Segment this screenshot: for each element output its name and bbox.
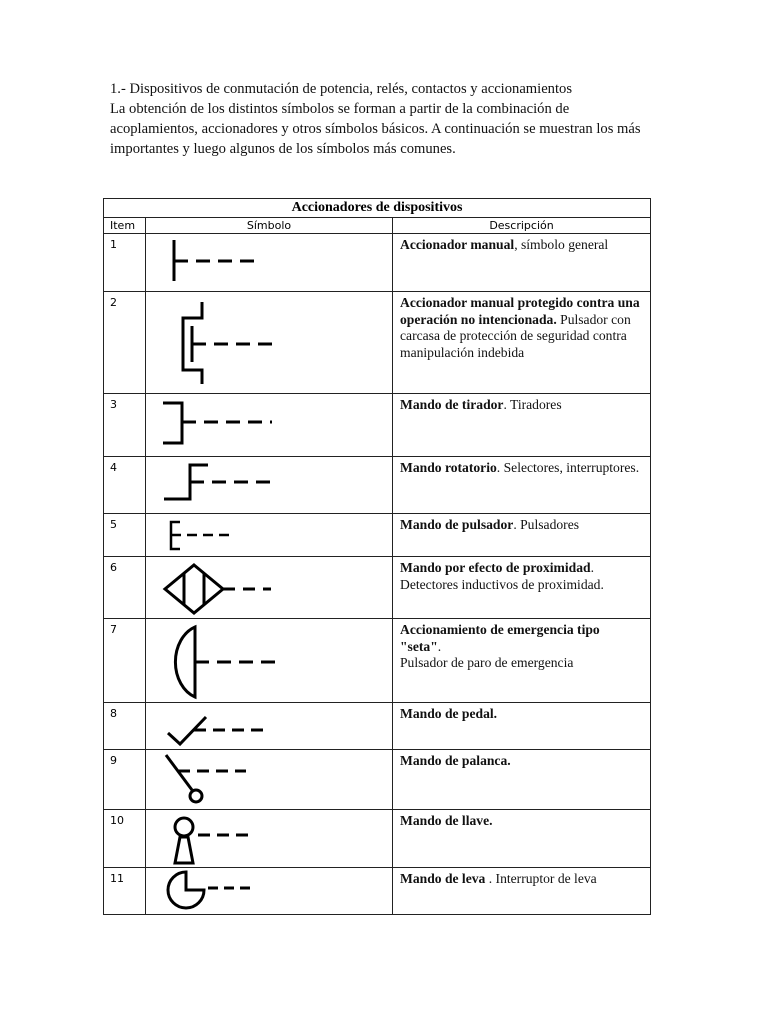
rotary-actuator-icon bbox=[146, 457, 392, 513]
section-heading: 1.- Dispositivos de conmutación de potencia, relés, contactos y accionamientos bbox=[110, 81, 573, 97]
table-row bbox=[104, 703, 651, 750]
row-description: Mando rotatorio. Selectores, interruptores. bbox=[393, 457, 651, 514]
row-item-number: 3 bbox=[104, 394, 146, 457]
row-description: Accionador manual protegido contra una operación no intencionada. Pulsador con carcasa de protección de seguridad contra manipulación indebida bbox=[393, 292, 651, 394]
pull-actuator-icon bbox=[146, 394, 392, 456]
table-title: Accionadores de dispositivos bbox=[104, 199, 651, 218]
row-item-number: 9 bbox=[104, 750, 146, 810]
intro-paragraph: La obtención de los distintos símbolos se forman a partir de la combinación de acoplamientos, accionadores y otros símbolos básicos. A continuación se muestran los más importantes y luego algunos de los símbolos más comunes. bbox=[110, 101, 641, 157]
row-item-number: 6 bbox=[104, 557, 146, 619]
table-row bbox=[104, 750, 651, 810]
row-item-number: 1 bbox=[104, 234, 146, 292]
table-row bbox=[104, 557, 651, 619]
table-row bbox=[104, 514, 651, 557]
header-description: Descripción bbox=[393, 218, 651, 234]
protected-manual-actuator-icon bbox=[146, 292, 392, 392]
intro-text bbox=[110, 79, 658, 159]
emergency-mushroom-icon bbox=[146, 619, 392, 702]
header-symbol: Símbolo bbox=[146, 218, 393, 234]
row-description: Mando de pedal. bbox=[393, 703, 651, 750]
row-item-number: 10 bbox=[104, 810, 146, 868]
key-actuator-icon bbox=[146, 810, 392, 867]
row-description: Accionamiento de emergencia tipo "seta". Pulsador de paro de emergencia bbox=[393, 619, 651, 703]
pedal-actuator-icon bbox=[146, 703, 392, 749]
row-description: Mando de pulsador. Pulsadores bbox=[393, 514, 651, 557]
cam-actuator-icon bbox=[146, 868, 392, 914]
table-row bbox=[104, 292, 651, 394]
row-item-number: 5 bbox=[104, 514, 146, 557]
table-row bbox=[104, 457, 651, 514]
row-item-number: 7 bbox=[104, 619, 146, 703]
row-description: Mando de palanca. bbox=[393, 750, 651, 810]
row-item-number: 2 bbox=[104, 292, 146, 394]
lever-actuator-icon bbox=[146, 750, 392, 809]
table-row bbox=[104, 234, 651, 292]
table-row bbox=[104, 810, 651, 868]
proximity-actuator-icon bbox=[146, 557, 392, 618]
row-description: Mando de leva . Interruptor de leva bbox=[393, 868, 651, 915]
table-row bbox=[104, 868, 651, 915]
table-row bbox=[104, 394, 651, 457]
table-row bbox=[104, 619, 651, 703]
row-description: Mando de llave. bbox=[393, 810, 651, 868]
header-item: Item bbox=[104, 218, 146, 234]
row-description: Mando por efecto de proximidad. Detectores inductivos de proximidad. bbox=[393, 557, 651, 619]
push-actuator-icon bbox=[146, 514, 392, 556]
manual-actuator-icon bbox=[146, 234, 392, 291]
actuators-table bbox=[103, 198, 651, 915]
row-item-number: 8 bbox=[104, 703, 146, 750]
row-item-number: 4 bbox=[104, 457, 146, 514]
row-description: Accionador manual, símbolo general bbox=[393, 234, 651, 292]
row-description: Mando de tirador. Tiradores bbox=[393, 394, 651, 457]
row-item-number: 11 bbox=[104, 868, 146, 915]
